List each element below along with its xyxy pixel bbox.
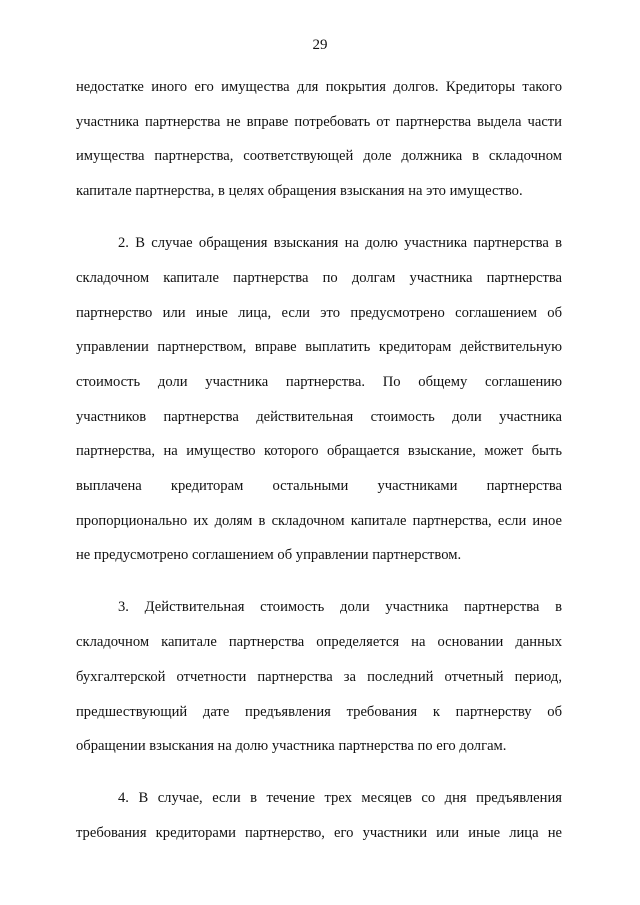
paragraph-item-4 [76,781,562,850]
document-body [76,70,562,851]
text-line: 4. В случае, если в течение трех месяцев со дня предъявления [118,790,562,807]
paragraph-continuation [76,70,562,209]
text-line: обращении взыскания на долю участника партнерства по его долгам. [76,738,507,755]
text-line: партнерство или иные лица, если это предусмотрено соглашением об [76,304,562,321]
text-line: выплачена кредиторам остальными участниками партнерства [76,478,562,495]
text-line: 3. Действительная стоимость доли участника партнерства в [118,599,562,616]
text-line: не предусмотрено соглашением об управлении партнерством. [76,547,462,564]
text-line: партнерства, на имущество которого обращается взыскание, может быть [76,443,562,460]
page-number: 29 [312,37,328,53]
paragraph-item-3 [76,590,562,764]
text-line: участника партнерства не вправе потребовать от партнерства выдела части [76,113,562,130]
text-line: имущества партнерства, соответствующей доле должника в складочном [76,148,562,165]
text-line: требования кредиторами партнерство, его участники или иные лица не [76,824,562,841]
text-line: капитале партнерства, в целях обращения взыскания на это имущество. [76,183,523,200]
text-line: предшествующий дате предъявления требования к партнерству об [76,703,562,720]
text-line: складочном капитале партнерства по долгам участника партнерства [76,269,562,286]
text-line: складочном капитале партнерства определяется на основании данных [76,634,562,651]
text-line: пропорционально их долям в складочном капитале партнерства, если иное [76,512,562,529]
text-line: недостатке иного его имущества для покрытия долгов. Кредиторы такого [76,79,562,95]
text-line: участников партнерства действительная стоимость доли участника [76,408,562,425]
paragraph-item-2 [76,226,562,573]
text-line: 2. В случае обращения взыскания на долю участника партнерства в [118,235,562,252]
text-line: управлении партнерством, вправе выплатить кредиторам действительную [76,339,562,356]
text-line: бухгалтерской отчетности партнерства за последний отчетный период, [76,668,562,685]
text-line: стоимость доли участника партнерства. По общему соглашению [76,373,562,390]
